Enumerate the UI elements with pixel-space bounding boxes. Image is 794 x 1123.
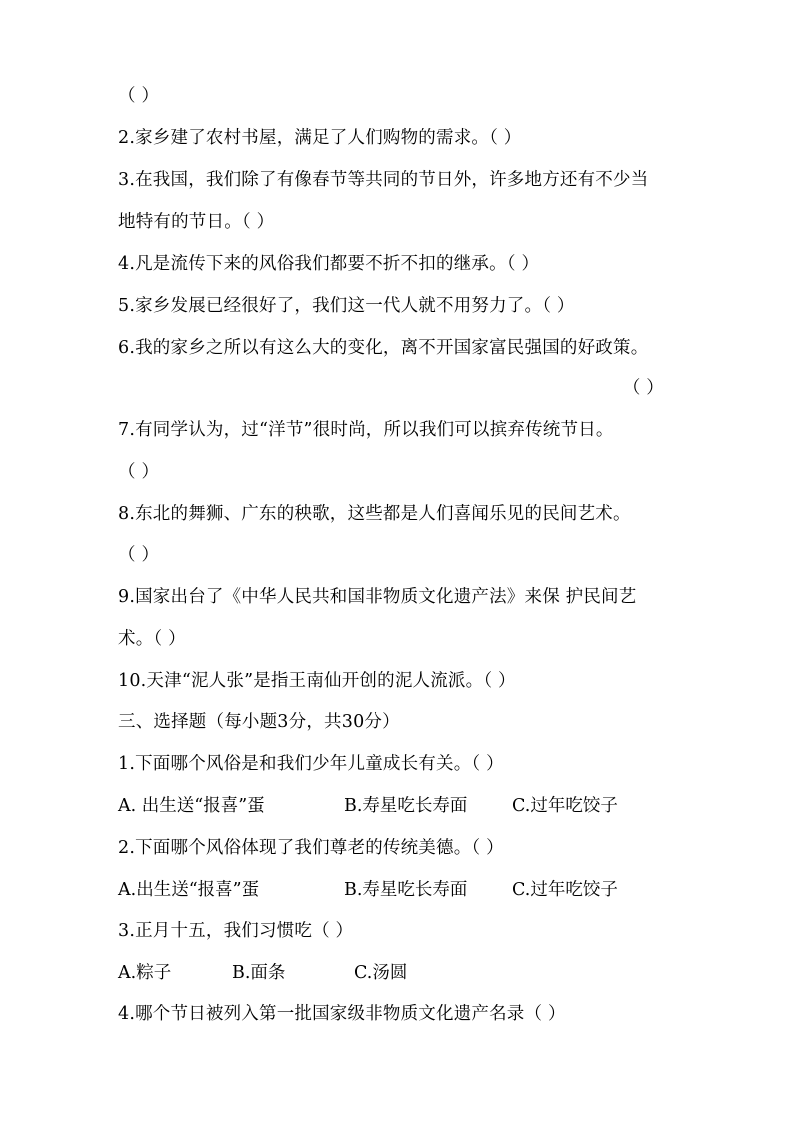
judgment-item-6-line1: 6.我的家乡之所以有这么大的变化，离不开国家富民强国的好政策。 (118, 338, 649, 358)
judgment-item-7-blank: （ ） (118, 462, 160, 482)
judgment-item-7-line1: 7.有同学认为，过“洋节”很时尚，所以我们可以摈弃传统节日。 (118, 420, 614, 440)
judgment-item-3-line2: 地特有的节日。（ ） (118, 212, 275, 232)
judgment-item-4: 4.凡是流传下来的风俗我们都要不折不扣的继承。（ ） (118, 254, 540, 274)
choice-q2-option-c: C.过年吃饺子 (512, 880, 618, 900)
judgment-item-6-blank: （ ） (622, 378, 664, 398)
judgment-item-9-line2: 术。（ ） (118, 629, 186, 649)
judgment-item-9-line1: 9.国家出台了《中华人民共和国非物质文化遗产法》来保 护民间艺 (118, 587, 637, 607)
choice-q2-option-a: A.出生送“报喜”蛋 (118, 880, 260, 900)
choice-q3-option-c: C.汤圆 (354, 963, 408, 983)
judgment-item-8-line1: 8.东北的舞狮、广东的秧歌，这些都是人们喜闻乐见的民间艺术。 (118, 504, 631, 524)
judgment-item-2: 2.家乡建了农村书屋，满足了人们购物的需求。（ ） (118, 128, 522, 148)
choice-q2-stem: 2.下面哪个风俗体现了我们尊老的传统美德。（ ） (118, 838, 504, 858)
choice-q2-option-b: B.寿星吃长寿面 (344, 880, 468, 900)
choice-q1-option-a: A. 出生送“报喜”蛋 (118, 796, 265, 816)
choice-q1-option-b: B.寿星吃长寿面 (344, 796, 468, 816)
choice-q1-option-c: C.过年吃饺子 (512, 796, 618, 816)
judgment-item-10: 10.天津“泥人张”是指王南仙开创的泥人流派。（ ） (118, 671, 516, 691)
judgment-item-5: 5.家乡发展已经很好了，我们这一代人就不用努力了。（ ） (118, 296, 575, 316)
choice-q4-stem: 4.哪个节日被列入第一批国家级非物质文化遗产名录（ ） (118, 1004, 566, 1024)
choice-q3-stem: 3.正月十五，我们习惯吃（ ） (118, 921, 354, 941)
choice-q3-option-b: B.面条 (232, 963, 286, 983)
judgment-item-8-blank: （ ） (118, 545, 160, 565)
choice-q1-stem: 1.下面哪个风俗是和我们少年儿童成长有关。（ ） (118, 754, 504, 774)
section-heading-choice: 三、选择题（每小题3分，共30分） (118, 712, 400, 732)
judgment-item-3-line1: 3.在我国，我们除了有像春节等共同的节日外，许多地方还有不少当 (118, 170, 649, 190)
item1-answer-blank: （ ） (118, 86, 160, 106)
choice-q3-option-a: A.粽子 (118, 963, 172, 983)
